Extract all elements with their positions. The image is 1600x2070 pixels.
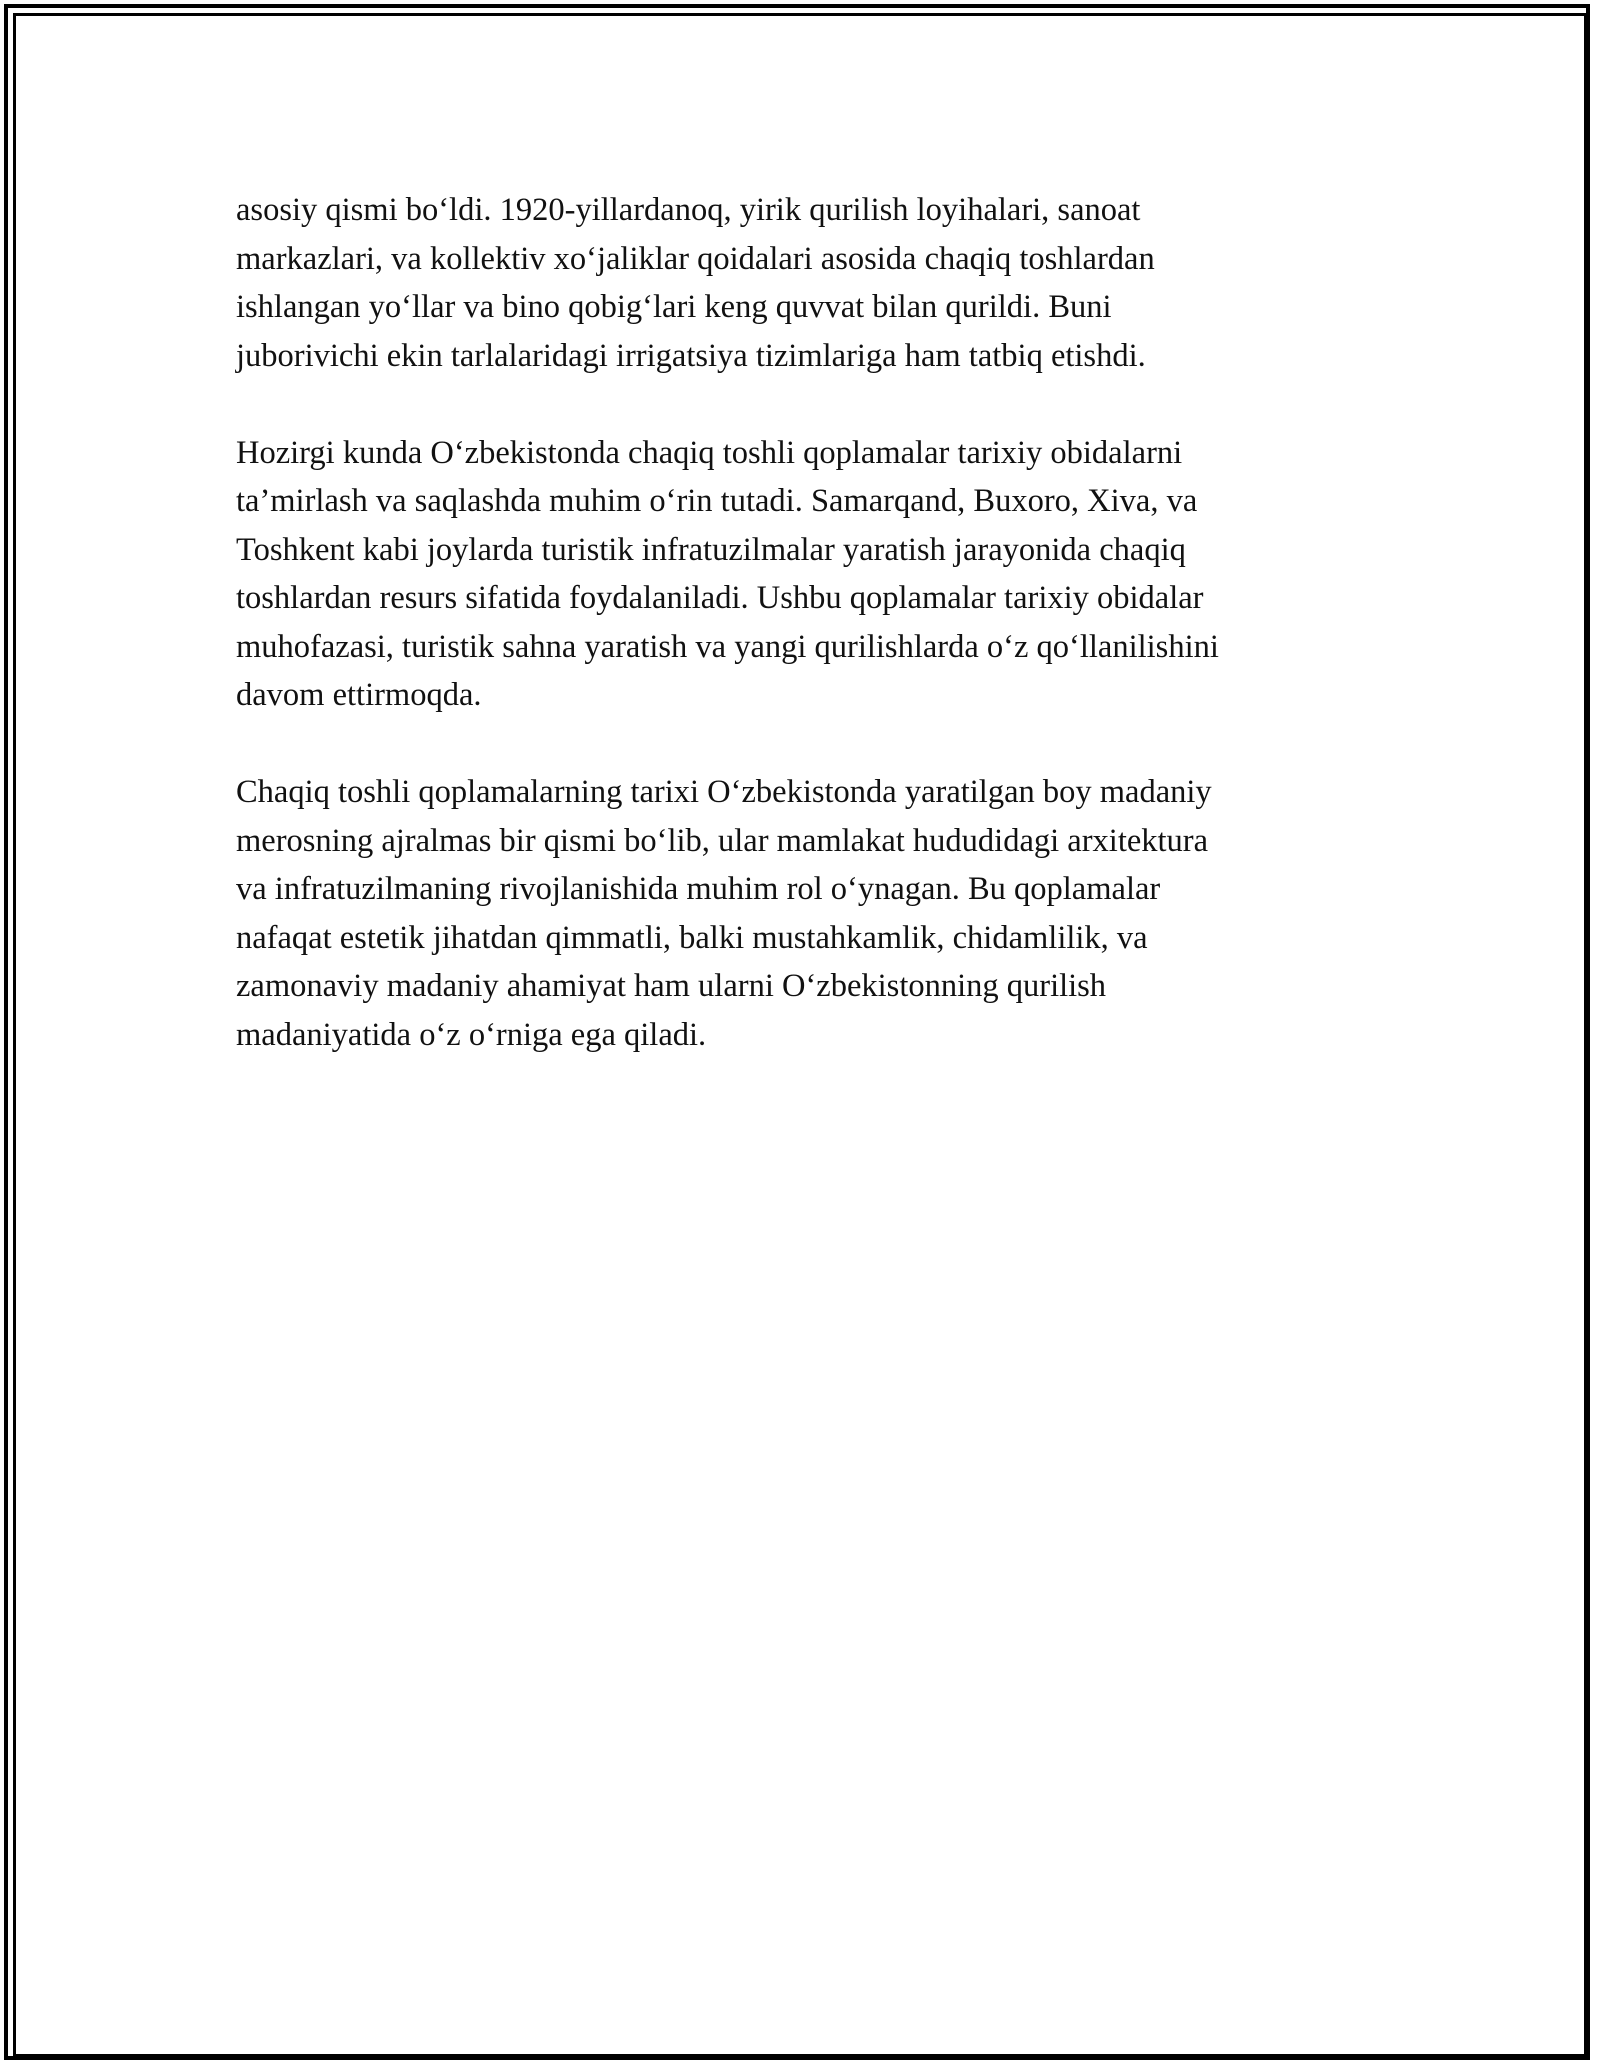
paragraph-line: muhofazasi, turistik sahna yaratish va yangi qurilishlarda o‘z qo‘llanilishini (236, 628, 1219, 665)
paragraph-line: toshlardan resurs sifatida foydalaniladi. Ushbu qoplamalar tarixiy obidalar (236, 580, 1204, 616)
document-body (236, 186, 1356, 1108)
paragraph-2 (236, 429, 1356, 720)
paragraph-line: ta’mirlash va saqlashda muhim o‘rin tutadi. Samarqand, Buxoro, Xiva, va (236, 483, 1198, 519)
paragraph-line: Chaqiq toshli qoplamalarning tarixi O‘zbekistonda yaratilgan boy madaniy (236, 774, 1212, 810)
paragraph-line: Hozirgi kunda O‘zbekistonda chaqiq toshli qoplamalar tarixiy obidalarni (236, 434, 1183, 471)
paragraph-line: davom ettirmoqda. (236, 677, 482, 713)
paragraph-line: asosiy qismi bo‘ldi. 1920-yillardanoq, yirik qurilish loyihalari, sanoat (236, 192, 1141, 228)
paragraph-line: markazlari, va kollektiv xo‘jaliklar qoidalari asosida chaqiq toshlardan (236, 240, 1155, 277)
paragraph-line: juborivichi ekin tarlalaridagi irrigatsiya tizimlariga ham tatbiq etishdi. (236, 337, 1146, 374)
paragraph-1 (236, 186, 1356, 380)
paragraph-line: ishlangan yo‘llar va bino qobig‘lari keng quvvat bilan qurildi. Buni (236, 289, 1112, 325)
paragraph-line: Toshkent kabi joylarda turistik infratuzilmalar yaratish jarayonida chaqiq (236, 531, 1186, 568)
paragraph-line: zamonaviy madaniy ahamiyat ham ularni O‘zbekistonning qurilish (236, 968, 1107, 1004)
paragraph-line: merosning ajralmas bir qismi bo‘lib, ular mamlakat hududidagi arxitektura (236, 822, 1209, 859)
paragraph-3 (236, 768, 1356, 1059)
paragraph-line: madaniyatida o‘z o‘rniga ega qiladi. (236, 1016, 707, 1053)
paragraph-line: nafaqat estetik jihatdan qimmatli, balki mustahkamlik, chidamlilik, va (236, 919, 1148, 956)
paragraph-line: va infratuzilmaning rivojlanishida muhim rol o‘ynagan. Bu qoplamalar (236, 871, 1161, 907)
